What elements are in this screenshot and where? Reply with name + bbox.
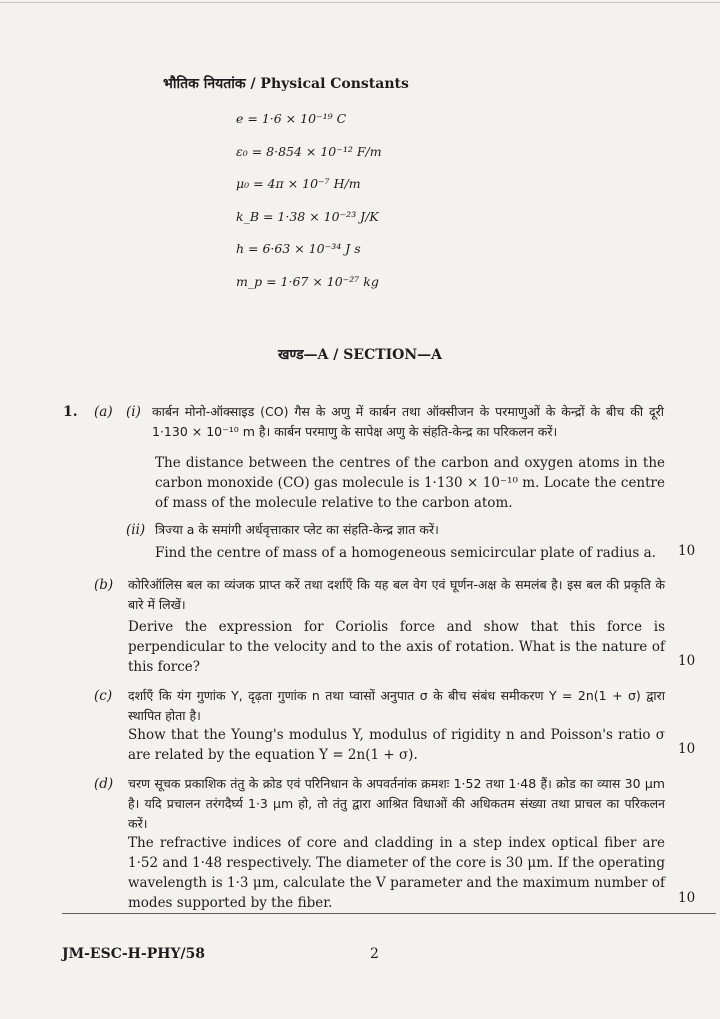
subpart-ii-hindi: त्रिज्या a के समांगी अर्धवृत्ताकार प्लेट का संहति-केन्द्र ज्ञात करें। xyxy=(155,522,439,537)
marks-c: 10 xyxy=(678,741,696,757)
constant-epsilon0: ε₀ = 8·854 × 10⁻¹² F/m xyxy=(236,143,382,159)
part-d-hindi: चरण सूचक प्रकाशिक तंतु के क्रोड एवं परिनिधान के अपवर्तनांक क्रमशः 1·52 तथा 1·48 हैं। क्रोड का व्यास 30 μm है। यदि प्रचालन तरंगदैर्घ्य 1·3 μm हो, तो तंतु द्वारा आश्रित विधाओं की अधिकतम संख्या तथा प्राचल का परिकलन करें। xyxy=(128,776,665,831)
bottom-rule xyxy=(62,913,716,914)
part-b-english: Derive the expression for Coriolis force and show that this force is perpendicular to the velocity and to the axis of rotation. What is the nature of this force? xyxy=(128,619,665,675)
constant-mu0: μ₀ = 4π × 10⁻⁷ H/m xyxy=(236,176,361,192)
part-a-label: (a) xyxy=(94,404,113,420)
part-d-label: (d) xyxy=(94,776,114,792)
section-heading: खण्ड—A / SECTION—A xyxy=(277,347,443,363)
top-edge-line xyxy=(0,2,720,3)
part-c-label: (c) xyxy=(94,688,113,704)
subpart-i-english: The distance between the centres of the carbon and oxygen atoms in the carbon monoxide (CO) gas molecule is 1·130 × 10⁻¹⁰ m. Locate the centre of mass of the molecule relative to the carbon atom. xyxy=(155,455,665,511)
paper-code: JM-ESC-H-PHY/58 xyxy=(62,946,206,962)
constants-list xyxy=(236,113,382,309)
marks-a: 10 xyxy=(678,543,696,559)
marks-b: 10 xyxy=(678,653,696,669)
part-b-label: (b) xyxy=(94,577,114,593)
constant-mp: m_p = 1·67 × 10⁻²⁷ kg xyxy=(236,273,379,289)
constants-heading: भौतिक नियतांक / Physical Constants xyxy=(163,76,409,92)
question-number: 1. xyxy=(63,404,78,420)
constant-kb: k_B = 1·38 × 10⁻²³ J/K xyxy=(236,208,379,224)
part-c-hindi: दर्शाएँ कि यंग गुणांक Y, दृढ़ता गुणांक n तथा प्वासों अनुपात σ के बीच संबंध समीकरण Y = 2n(1 + σ) द्वारा स्थापित होता है। xyxy=(128,688,665,723)
subpart-i-hindi: कार्बन मोनो-ऑक्साइड (CO) गैस के अणु में कार्बन तथा ऑक्सीजन के परमाणुओं के केन्द्रों के बीच की दूरी 1·130 × 10⁻¹⁰ m है। कार्बन परमाणु के सापेक्ष अणु के संहति-केन्द्र का परिकलन करें। xyxy=(152,404,664,439)
subpart-i-label: (i) xyxy=(126,404,141,420)
part-c-english: Show that the Young's modulus Y, modulus of rigidity n and Poisson's ratio σ are related by the equation Y = 2n(1 + σ). xyxy=(128,727,665,763)
constant-h: h = 6·63 × 10⁻³⁴ J s xyxy=(236,241,361,257)
part-b-hindi: कोरिऑलिस बल का व्यंजक प्राप्त करें तथा दर्शाएँ कि यह बल वेग एवं घूर्णन-अक्ष के समलंब है। इस बल की प्रकृति के बारे में लिखें। xyxy=(128,577,665,612)
marks-d: 10 xyxy=(678,890,696,906)
page-number: 2 xyxy=(370,946,379,962)
subpart-ii-english: Find the centre of mass of a homogeneous semicircular plate of radius a. xyxy=(155,545,656,561)
constant-e: e = 1·6 × 10⁻¹⁹ C xyxy=(236,111,347,126)
subpart-ii-label: (ii) xyxy=(126,522,146,538)
part-d-english: The refractive indices of core and cladding in a step index optical fiber are 1·52 and 1·48 respectively. The diameter of the core is 30 μm. If the operating wavelength is 1·3 μm, calculate the V parameter and the maximum number of modes supported by the fiber. xyxy=(128,835,665,911)
